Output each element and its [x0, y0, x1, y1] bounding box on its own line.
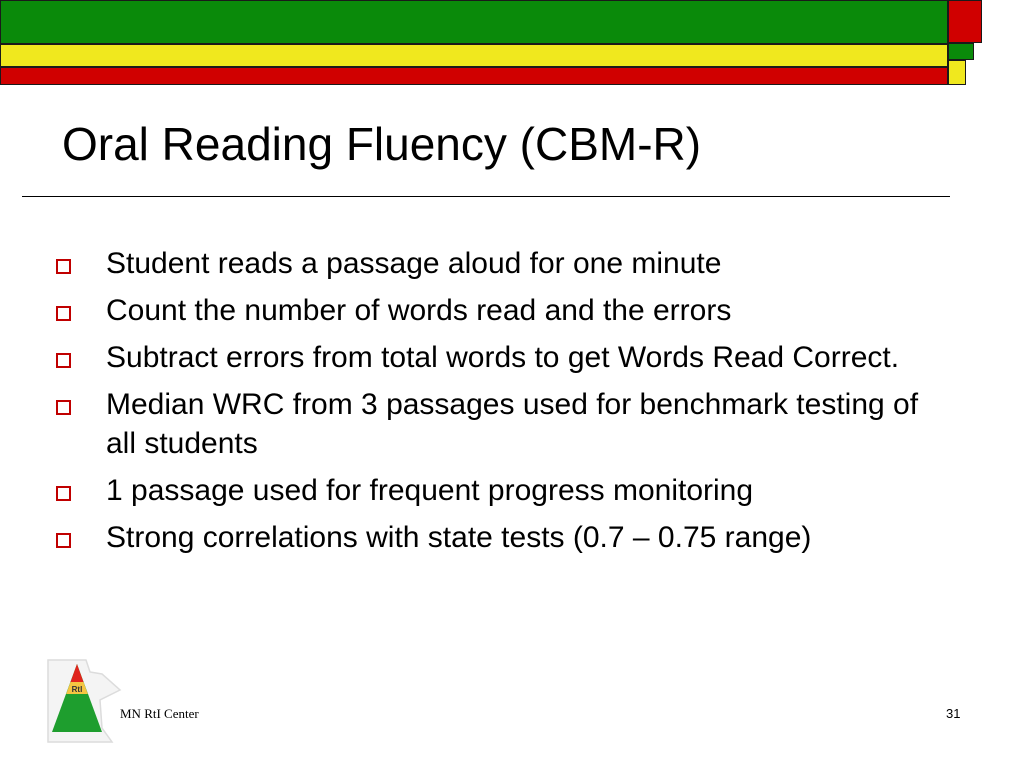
- bullet-square-icon: [56, 259, 71, 274]
- bullet-text: Student reads a passage aloud for one minute: [106, 247, 722, 280]
- bullet-text: Median WRC from 3 passages used for benchmark testing of all students: [106, 388, 919, 460]
- corner-yellow-square: [948, 60, 966, 85]
- bullet-text: Strong correlations with state tests (0.7 – 0.75 range): [106, 521, 812, 554]
- bullet-text: 1 passage used for frequent progress monitoring: [106, 474, 754, 507]
- bullet-item: [56, 338, 956, 377]
- corner-green-square: [948, 43, 974, 60]
- bullet-square-icon: [56, 400, 71, 415]
- corner-red-square: [948, 0, 982, 43]
- bullet-item: [56, 385, 956, 463]
- bullet-square-icon: [56, 486, 71, 501]
- bullet-item: [56, 244, 956, 283]
- bullet-square-icon: [56, 306, 71, 321]
- mn-rti-logo-icon: [40, 656, 125, 746]
- bullet-square-icon: [56, 533, 71, 548]
- slide-title: Oral Reading Fluency (CBM-R): [62, 118, 702, 170]
- bullet-item: [56, 518, 956, 557]
- bullet-square-icon: [56, 353, 71, 368]
- bullet-item: [56, 471, 956, 510]
- footer-org: MN RtI Center: [120, 706, 199, 721]
- header-yellow-band: [0, 44, 948, 67]
- header-red-band: [0, 67, 948, 85]
- bullet-text: Subtract errors from total words to get Words Read Correct.: [106, 341, 900, 374]
- header-green-band: [0, 0, 948, 44]
- title-divider: [22, 196, 950, 197]
- page-number: 31: [946, 706, 961, 721]
- bullet-item: [56, 291, 956, 330]
- bullet-list: [56, 244, 956, 565]
- bullet-text: Count the number of words read and the errors: [106, 294, 732, 327]
- logo-text: RtI: [71, 685, 83, 694]
